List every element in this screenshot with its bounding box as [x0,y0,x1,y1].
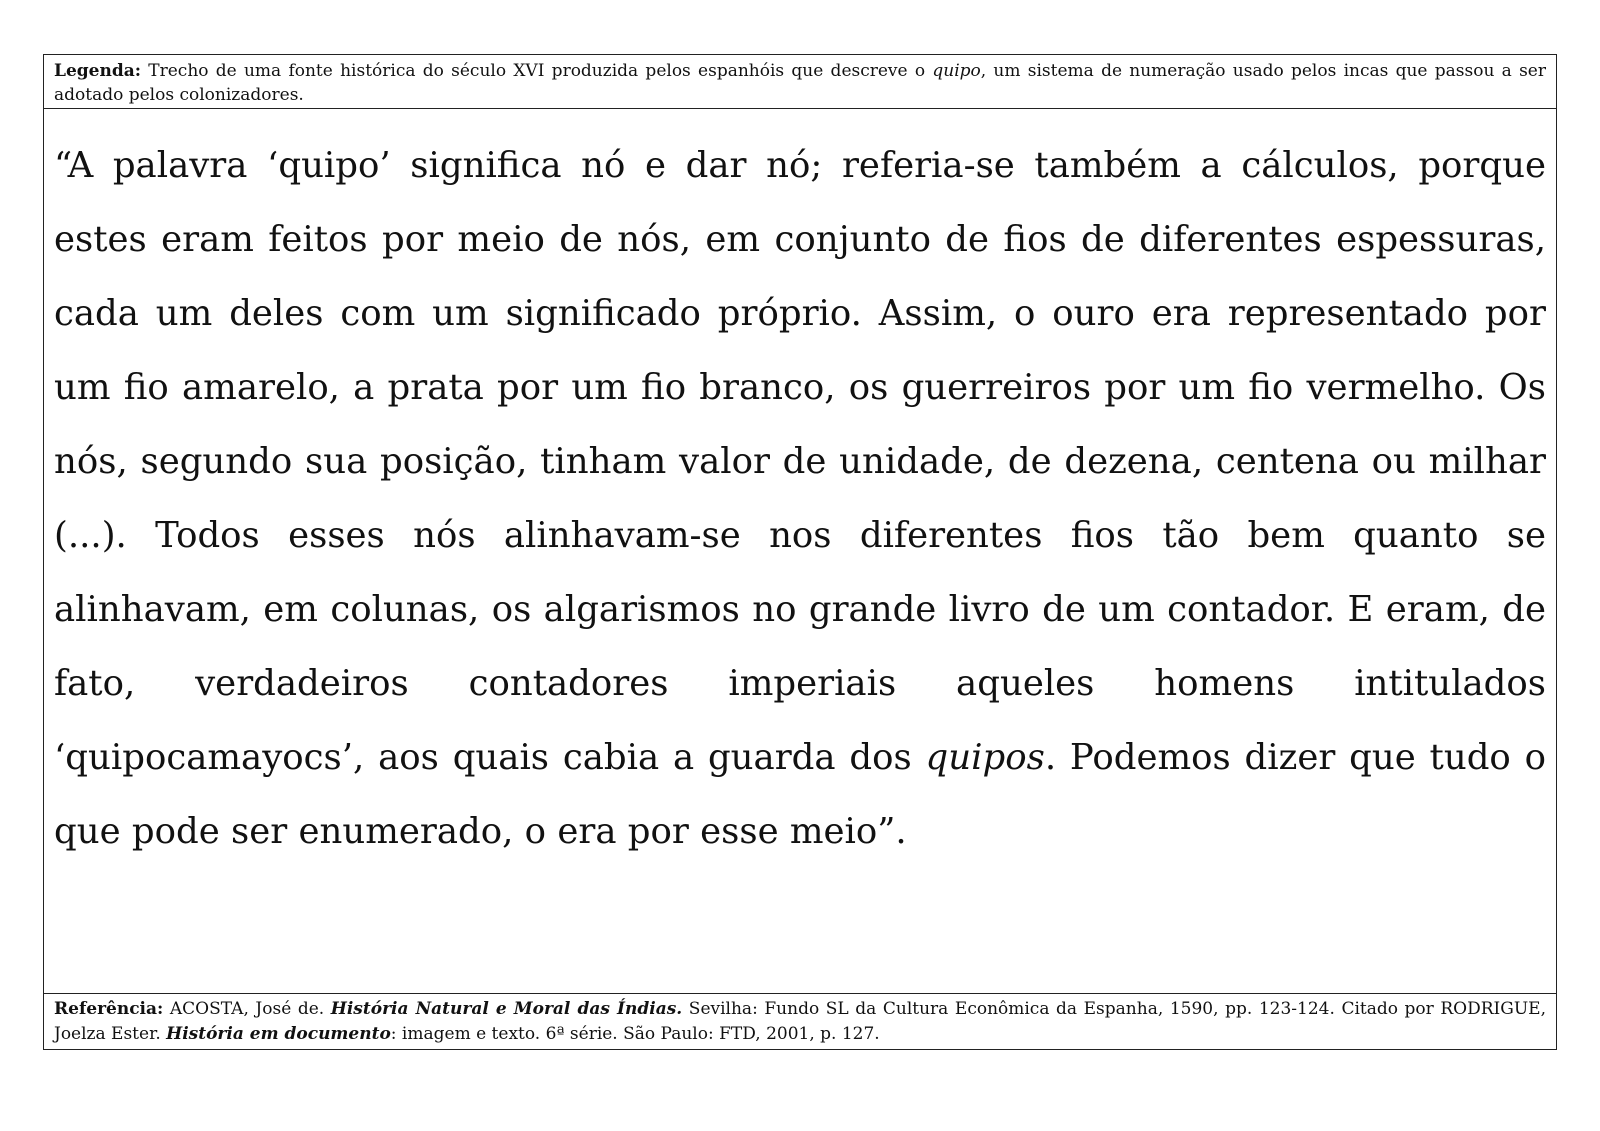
reference-title-2: História em documento [166,1024,391,1044]
reference-title-1: História Natural e Moral das Índias. [330,999,683,1019]
quote-part-2: . Podemos dizer que tudo o que pode ser enumerado, o era por esse meio”. [54,737,1546,852]
caption-term: quipo [932,61,981,81]
caption-text-after: , um sistema de numeração usado pelos incas que passou a ser adotado pelos colonizadores. [54,61,1546,105]
reference-label: Referência: [54,999,164,1019]
quote-part-1: “A palavra ‘quipo’ significa nó e dar nó; referia-se também a cálculos, porque estes eram feitos por meio de nós, em conjunto de fios de diferentes espessuras, cada um deles com um significado próprio. Assim, o ouro era representado por um fio amarelo, a prata por um fio branco, os guerreiros por um fio vermelho. Os nós, segundo sua posição, tinham valor de unidade, de dezena, centena ou milhar (...). Todos esses nós alinhavam-se nos diferentes fios tão bem quanto se alinhavam, em colunas, os algarismos no grande livro de um contador. E eram, de fato, verdadeiros contadores imperiais aqueles homens intitulados ‘quipocamayocs’, aos quais cabia a guarda dos [54,145,1546,778]
caption-text-before: Trecho de uma fonte histórica do século XVI produzida pelos espanhóis que descreve o [141,61,933,81]
quote-term: quipos [925,737,1045,778]
quote-text [54,129,1546,869]
reference-details-2: : imagem e texto. 6ª série. São Paulo: FTD, 2001, p. 127. [390,1024,880,1044]
document-frame [43,54,1557,1050]
reference-author: ACOSTA, José de. [163,999,331,1019]
caption-box [44,55,1556,109]
reference-box [44,993,1556,1049]
caption-label: Legenda: [54,61,142,81]
reference-details-1: Sevilha: Fundo SL da Cultura Econômica da Espanha, 1590, pp. 123-124. Citado por RODRIGUE, Joelza Ester. [54,999,1546,1044]
